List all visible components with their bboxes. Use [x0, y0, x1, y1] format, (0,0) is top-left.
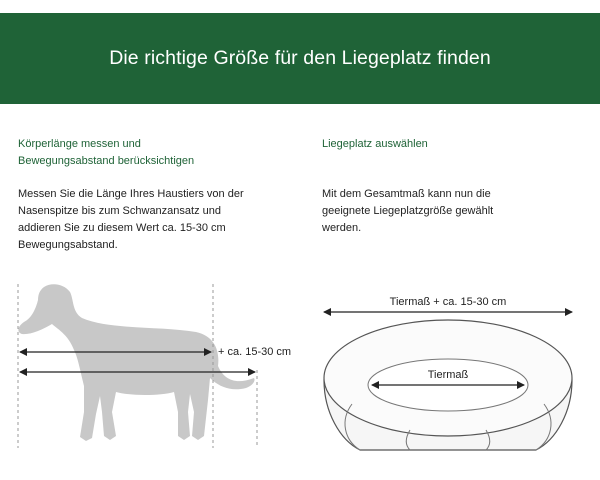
- page-title: Die richtige Größe für den Liegeplatz finden: [109, 47, 491, 69]
- right-body-line-2: geeignete Liegeplatzgröße gewählt: [322, 205, 494, 217]
- right-body-line-1: Mit dem Gesamtmaß kann nun die: [322, 188, 491, 200]
- left-body-line-1: Messen Sie die Länge Ihres Haustiers von der: [18, 188, 244, 200]
- left-body-line-4: Bewegungsabstand.: [18, 239, 118, 251]
- bed-illustration: [324, 296, 572, 450]
- dog-illustration: [18, 284, 291, 448]
- left-heading-line-2: Bewegungsabstand berücksichtigen: [18, 155, 195, 167]
- right-heading-text: Liegeplatz auswählen: [322, 138, 428, 150]
- left-body-line-3: addieren Sie zu diesem Wert ca. 15-30 cm: [18, 222, 226, 234]
- bed-outer-label: Tiermaß + ca. 15-30 cm: [389, 296, 507, 308]
- right-body-line-3: werden.: [322, 222, 362, 234]
- measure-extra-label: + ca. 15-30 cm: [218, 346, 292, 358]
- left-body-line-2: Nasenspitze bis zum Schwanzansatz und: [18, 205, 221, 217]
- dog-silhouette-icon: [18, 284, 254, 441]
- left-heading-line-1: Körperlänge messen und: [18, 138, 141, 150]
- bed-inner-label: Tiermaß: [427, 369, 469, 381]
